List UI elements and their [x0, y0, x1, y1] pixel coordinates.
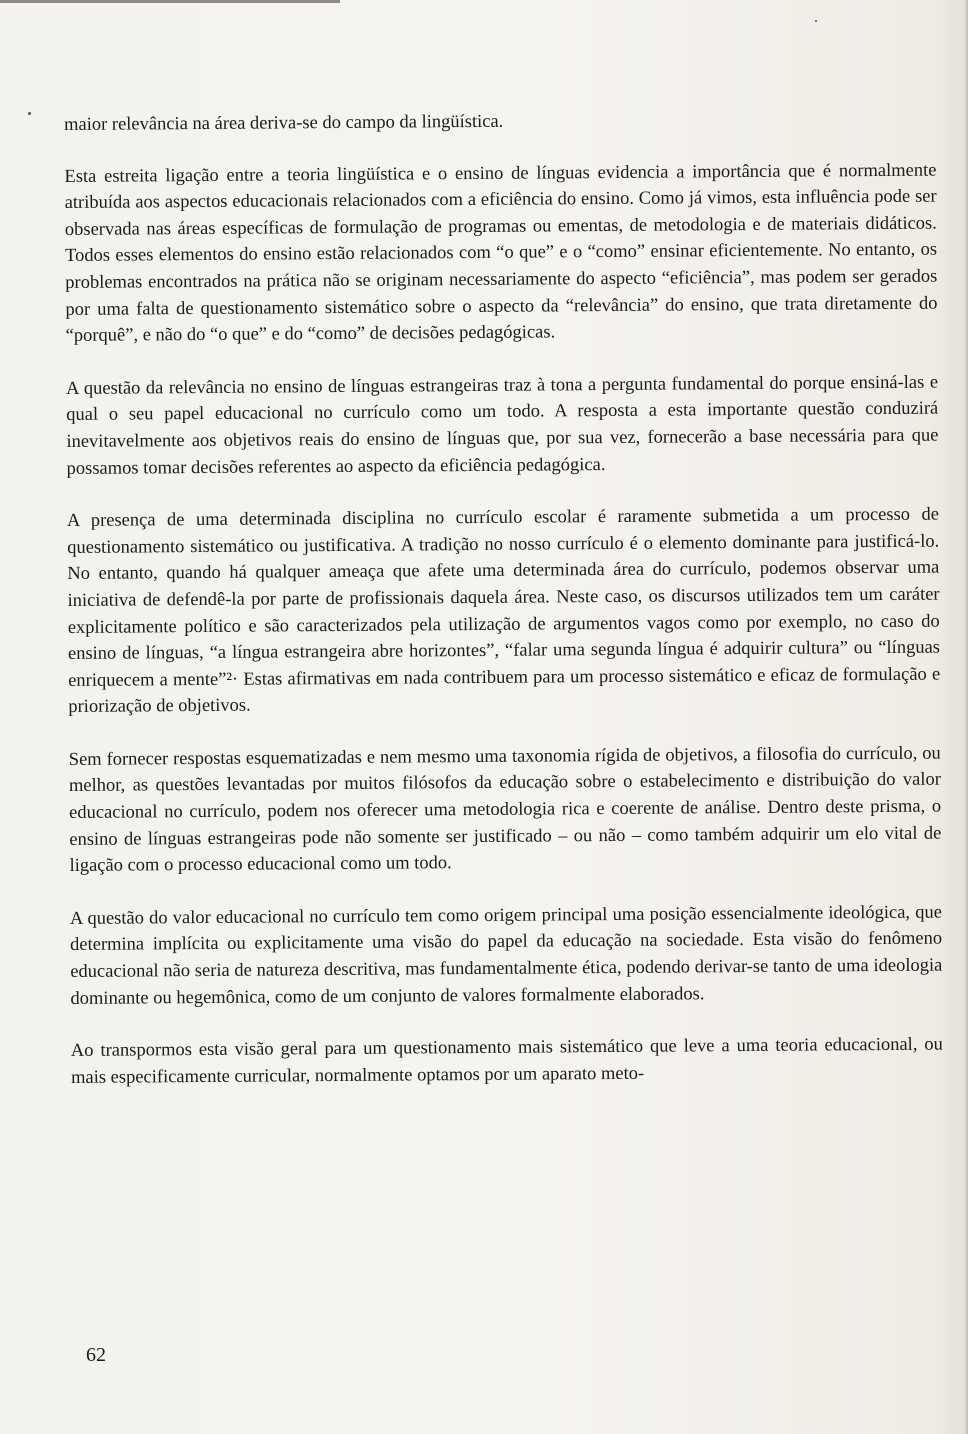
paragraph: Ao transpormos esta visão geral para um questionamento mais sistemático que leve a uma teoria educacional, ou mais especificamente curricular, normalmente optamos por um aparato meto-	[70, 1034, 943, 1088]
paper-speck	[815, 20, 817, 22]
page-binding-shadow	[964, 0, 968, 1434]
paragraph: Esta estreita ligação entre a teoria lingüística e o ensino de línguas evidencia a importância que é normalmente atribuída aos aspectos educacionais relacionados com a eficiência do ensino. Como já vimos, esta influência pode ser observada nas áreas específicas de formulação de programas ou ementas, de metodologia e de materiais didáticos. Todos esses elementos do ensino estão relacionados com “o que” e o “como” ensinar eficientemente. No entanto, os problemas encontrados na prática não se originam necessariamente do aspecto “eficiência”, mas podem ser gerados por uma falta de questionamento sistemático sobre o aspecto da “relevância” do ensino, que trata diretamente do “porquê”, e não do “o que” e do “como” de decisões pedagógicas.	[64, 160, 938, 347]
paragraph: A presença de uma determinada disciplina no currículo escolar é raramente submetida a um processo de questionamento sistemático ou justificativa. A tradição no nosso currículo é o elemento dominante para justificá-lo. No entanto, quando há qualquer ameaça que afete uma determinada área do currículo, podemos observar uma iniciativa de defendê-la por parte de profissionais daquela área. Neste caso, os discursos utilizados tem um caráter explicitamente político e são caracterizados pela utilização de argumentos vagos como por exemplo, no caso do ensino de línguas, “a língua estrangeira abre horizontes”, “falar uma segunda língua é adquirir cultura” ou “línguas enriquecem a mente”²· Estas afirmativas em nada contribuem para um processo sistemático e eficaz de formulação e priorização de objetivos.	[66, 504, 941, 718]
page-top-edge	[0, 0, 340, 3]
paper-speck	[28, 112, 31, 115]
body-text	[64, 106, 943, 1118]
paragraph: maior relevância na área deriva-se do campo da lingüística.	[64, 111, 504, 135]
page-number: 62	[86, 1344, 106, 1366]
paragraph: A questão da relevância no ensino de línguas estrangeiras traz à tona a pergunta fundamental do porque ensiná-las e qual o seu papel educacional no currículo como um todo. A resposta a esta importante questão conduzirá inevitavelmente aos objetivos reais do ensino de línguas que, por sua vez, fornecerão a base necessária para que possamos tomar decisões referentes ao aspecto da eficiência pedagógica.	[65, 372, 939, 479]
paragraph: Sem fornecer respostas esquematizadas e nem mesmo uma taxonomia rígida de objetivos, a filosofia do currículo, ou melhor, as questões levantadas por muitos filósofos da educação sobre o estabelecimento e distribuição do valor educacional no currículo, podem nos oferecer uma metodologia rica e coerente de análise. Dentro deste prisma, o ensino de línguas estrangeiras pode não somente ser justificado – ou não – como também adquirir um elo vital de ligação com o processo educacional como um todo.	[68, 743, 942, 877]
paragraph: A questão do valor educacional no currículo tem como origem principal uma posição essencialmente ideológica, que determina implícita ou explicitamente uma visão do papel da educação na sociedade. Esta visão do fenômeno educacional não seria de natureza descritiva, mas fundamentalmente ética, podendo derivar-se tanto de uma ideologia dominante ou hegemônica, como de um conjunto de valores formalmente elaborados.	[69, 902, 943, 1009]
